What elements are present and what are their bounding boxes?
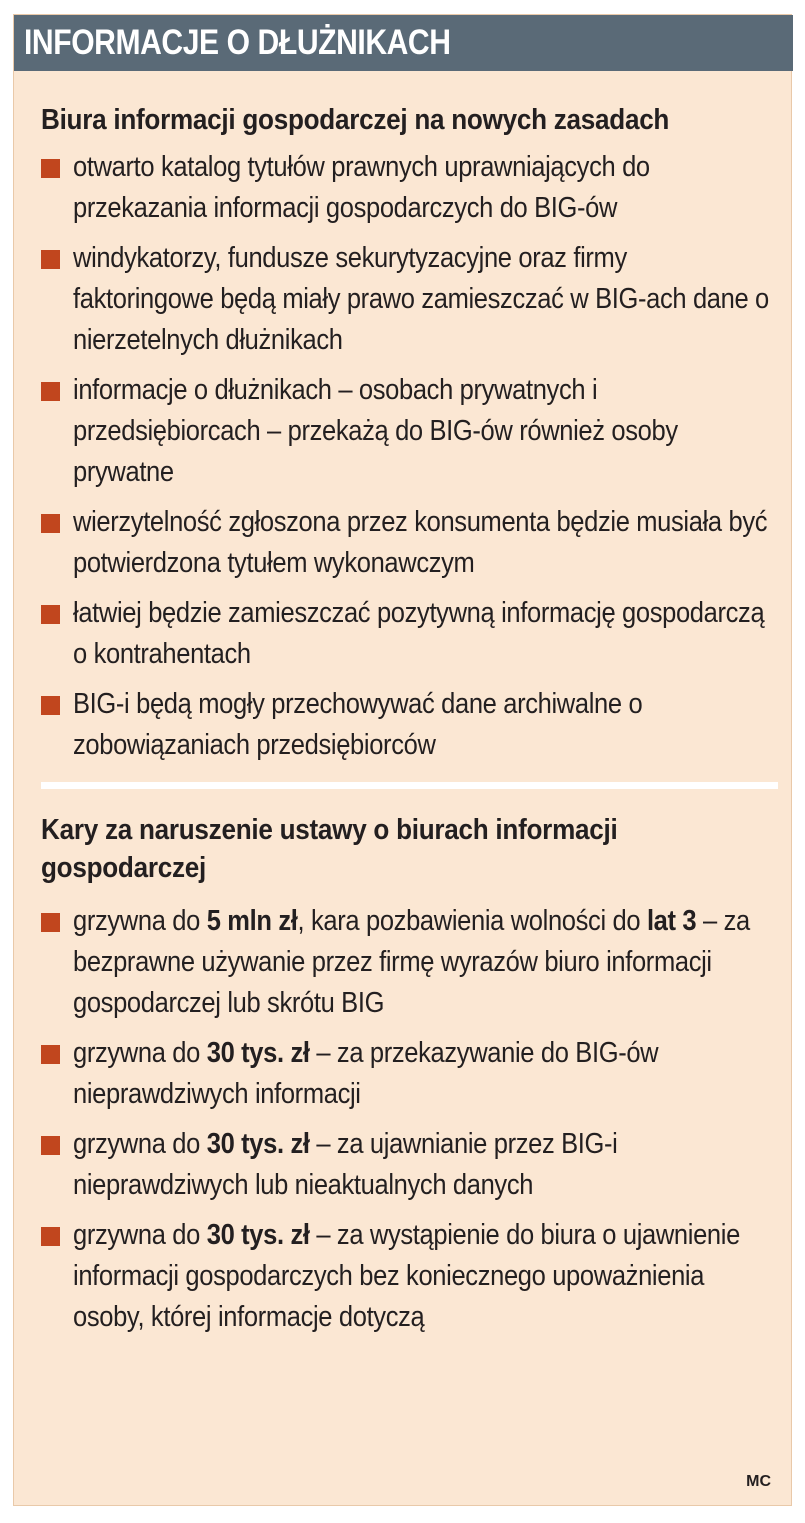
penalty-text: grzywna do [73, 905, 207, 937]
list-item [41, 684, 777, 766]
list-item-text: otwarto katalog tytułów prawnych uprawniających do przekazania informacji gospodarczych do BIG-ów [73, 151, 650, 224]
section-title [41, 101, 777, 139]
square-bullet-icon [41, 913, 60, 932]
square-bullet-icon [41, 382, 60, 401]
list-item [41, 1033, 777, 1115]
penalty-text: grzywna do [73, 1128, 207, 1160]
list-item [41, 147, 777, 229]
list-item [41, 238, 777, 361]
list-item-text: wierzytelność zgłoszona przez konsumenta będzie musiała być potwierdzona tytułem wykonawczym [73, 506, 768, 579]
square-bullet-icon [41, 696, 60, 715]
list-item [41, 502, 777, 584]
square-bullet-icon [41, 1227, 60, 1246]
penalty-text: grzywna do [73, 1037, 207, 1069]
square-bullet-icon [41, 1045, 60, 1064]
section-penalties [41, 811, 777, 1338]
penalty-amount: 30 tys. zł [206, 1219, 310, 1251]
box-content [14, 71, 793, 1347]
section-new-rules [41, 101, 777, 766]
prison-term: lat 3 [646, 905, 697, 937]
square-bullet-icon [41, 159, 60, 178]
list-item [41, 901, 777, 1024]
list-item [41, 1124, 777, 1206]
square-bullet-icon [41, 250, 60, 269]
square-bullet-icon [41, 514, 60, 533]
penalty-text: , kara pozbawienia wolności do [297, 905, 647, 937]
penalty-text: grzywna do [73, 1219, 207, 1251]
penalty-text: – za bezprawne używanie przez firmę wyrazów biuro informacji gospodarczej lub skrótu BIG [73, 905, 750, 1019]
section-title [41, 811, 777, 887]
section-divider [41, 782, 778, 789]
bullet-list [41, 901, 777, 1338]
list-item [41, 1215, 777, 1338]
section-title-text: Kary za naruszenie ustawy o biurach informacji gospodarczej [41, 814, 618, 884]
header-bar [14, 15, 793, 71]
penalty-amount: 30 tys. zł [206, 1128, 310, 1160]
penalty-amount: 5 mln zł [206, 905, 298, 937]
penalty-text: – za wystąpienie do biura o ujawnienie informacji gospodarczych bez koniecznego upoważnienia osoby, której informacje dotyczą [73, 1219, 740, 1333]
bullet-list [41, 147, 777, 766]
list-item-text: łatwiej będzie zamieszczać pozytywną informację gospodarczą o kontrahentach [73, 597, 765, 670]
author-signature: MC [746, 1473, 771, 1490]
penalty-text: – za przekazywanie do BIG-ów nieprawdziwych informacji [73, 1037, 659, 1110]
list-item-text: BIG-i będą mogły przechowywać dane archiwalne o zobowiązaniach przedsiębiorców [73, 688, 643, 761]
penalty-amount: 30 tys. zł [206, 1037, 310, 1069]
list-item [41, 370, 777, 493]
list-item-text: informacje o dłużnikach – osobach prywatnych i przedsiębiorcach – przekażą do BIG-ów również osoby prywatne [73, 374, 678, 488]
square-bullet-icon [41, 605, 60, 624]
penalty-text: – za ujawnianie przez BIG-i nieprawdziwych lub nieaktualnych danych [73, 1128, 618, 1201]
section-title-text: Biura informacji gospodarczej na nowych zasadach [41, 104, 670, 136]
square-bullet-icon [41, 1136, 60, 1155]
list-item [41, 593, 777, 675]
info-box [13, 14, 792, 1506]
list-item-text: windykatorzy, fundusze sekurytyzacyjne oraz firmy faktoringowe będą miały prawo zamieszczać w BIG-ach dane o nierzetelnych dłużnikach [73, 242, 769, 356]
header-title: INFORMACJE O DŁUŻNIKACH [24, 23, 451, 62]
